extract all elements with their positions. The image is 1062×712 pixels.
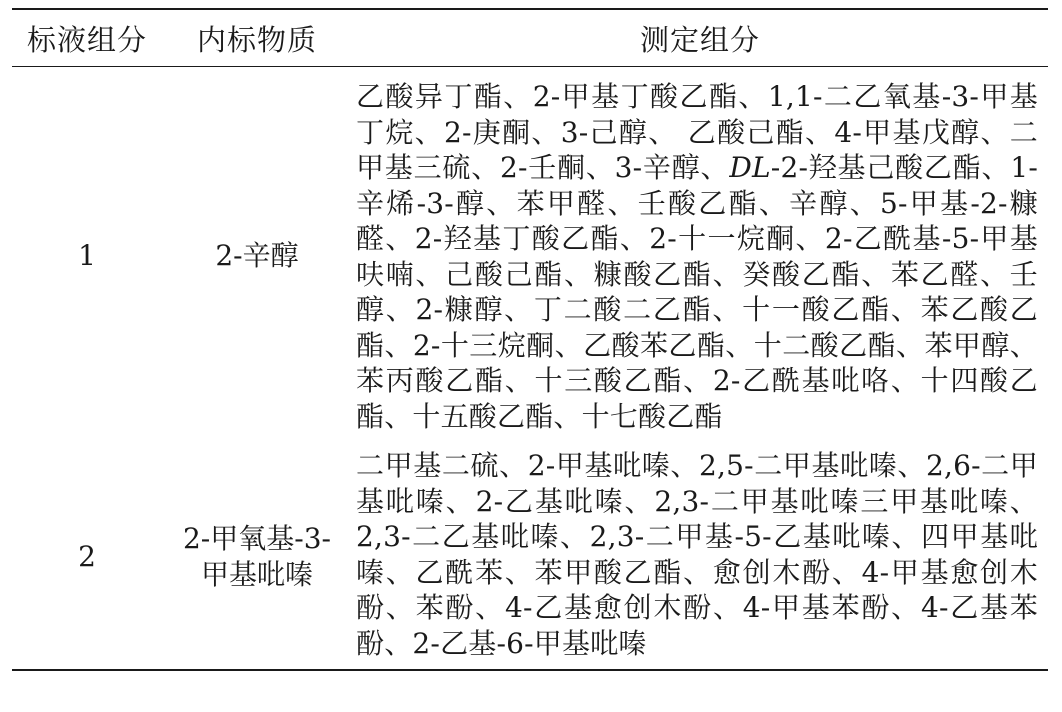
header-internal-standard: 内标物质 [196, 22, 317, 57]
cell-components: 二甲基二硫、2-甲基吡嗪、2,5-二甲基吡嗪、2,6-二甲基吡嗪、2-乙基吡嗪、2,3-二甲基吡嗪三甲基吡嗪、2,3-二乙基吡嗪、2,3-二甲基-5-乙基吡嗪、四甲基吡嗪、乙酰苯、苯甲酸乙酯、愈创木酚、4-甲基愈创木酚、苯酚、4-乙基愈创木酚、4-甲基苯酚、4-乙基苯酚、2-乙基-6-甲基吡嗪 [356, 449, 1038, 660]
standard-solution-table [12, 8, 1048, 671]
cell-internal-standard [162, 67, 352, 445]
header-components: 测定组分 [639, 22, 760, 57]
header-row [12, 9, 1048, 67]
table-header [12, 9, 1048, 67]
cell-group: 1 [78, 239, 96, 272]
cell-internal-standard [162, 444, 352, 670]
components-text-part: -2-羟基己酸乙酯、1-辛烯-3-醇、苯甲醛、壬酸乙酯、辛醇、5-甲基-2-糠醛、2-羟基丁酸乙酯、2-十一烷酮、2-乙酰基-5-甲基呋喃、己酸己酯、糠酸乙酯、癸酸乙酯、苯乙醛、壬醇、2-糠醇、丁二酸二乙酯、十一酸乙酯、苯乙酸乙酯、2-十三烷酮、乙酸苯乙酯、十二酸乙酯、苯甲醇、苯丙酸乙酯、十三酸乙酯、2-乙酰基吡咯、十四酸乙酯、十五酸乙酯、十七酸乙酯 [356, 151, 1038, 433]
header-group: 标液组分 [26, 22, 147, 57]
components-text-part: 乙酸异丁酯、2-甲基丁酸乙酯、1,1-二乙氧基-3-甲基丁烷、2-庚酮、3-己醇、 乙酸己酯、4-甲基戊醇、二甲基三硫、2-壬酮、3-辛醇、 [356, 80, 1038, 184]
table-row [12, 67, 1048, 445]
internal-standard-line: 甲基吡嗪 [200, 557, 313, 591]
data-table-container [12, 8, 1048, 671]
internal-standard-line: 2-辛醇 [215, 238, 299, 272]
internal-standard-line: 2-甲氧基-3- [182, 521, 331, 555]
table-body [12, 67, 1048, 671]
cell-group: 2 [78, 540, 96, 573]
components-italic-prefix: DL [729, 151, 771, 184]
cell-components [352, 67, 1048, 445]
table-row [12, 444, 1048, 670]
